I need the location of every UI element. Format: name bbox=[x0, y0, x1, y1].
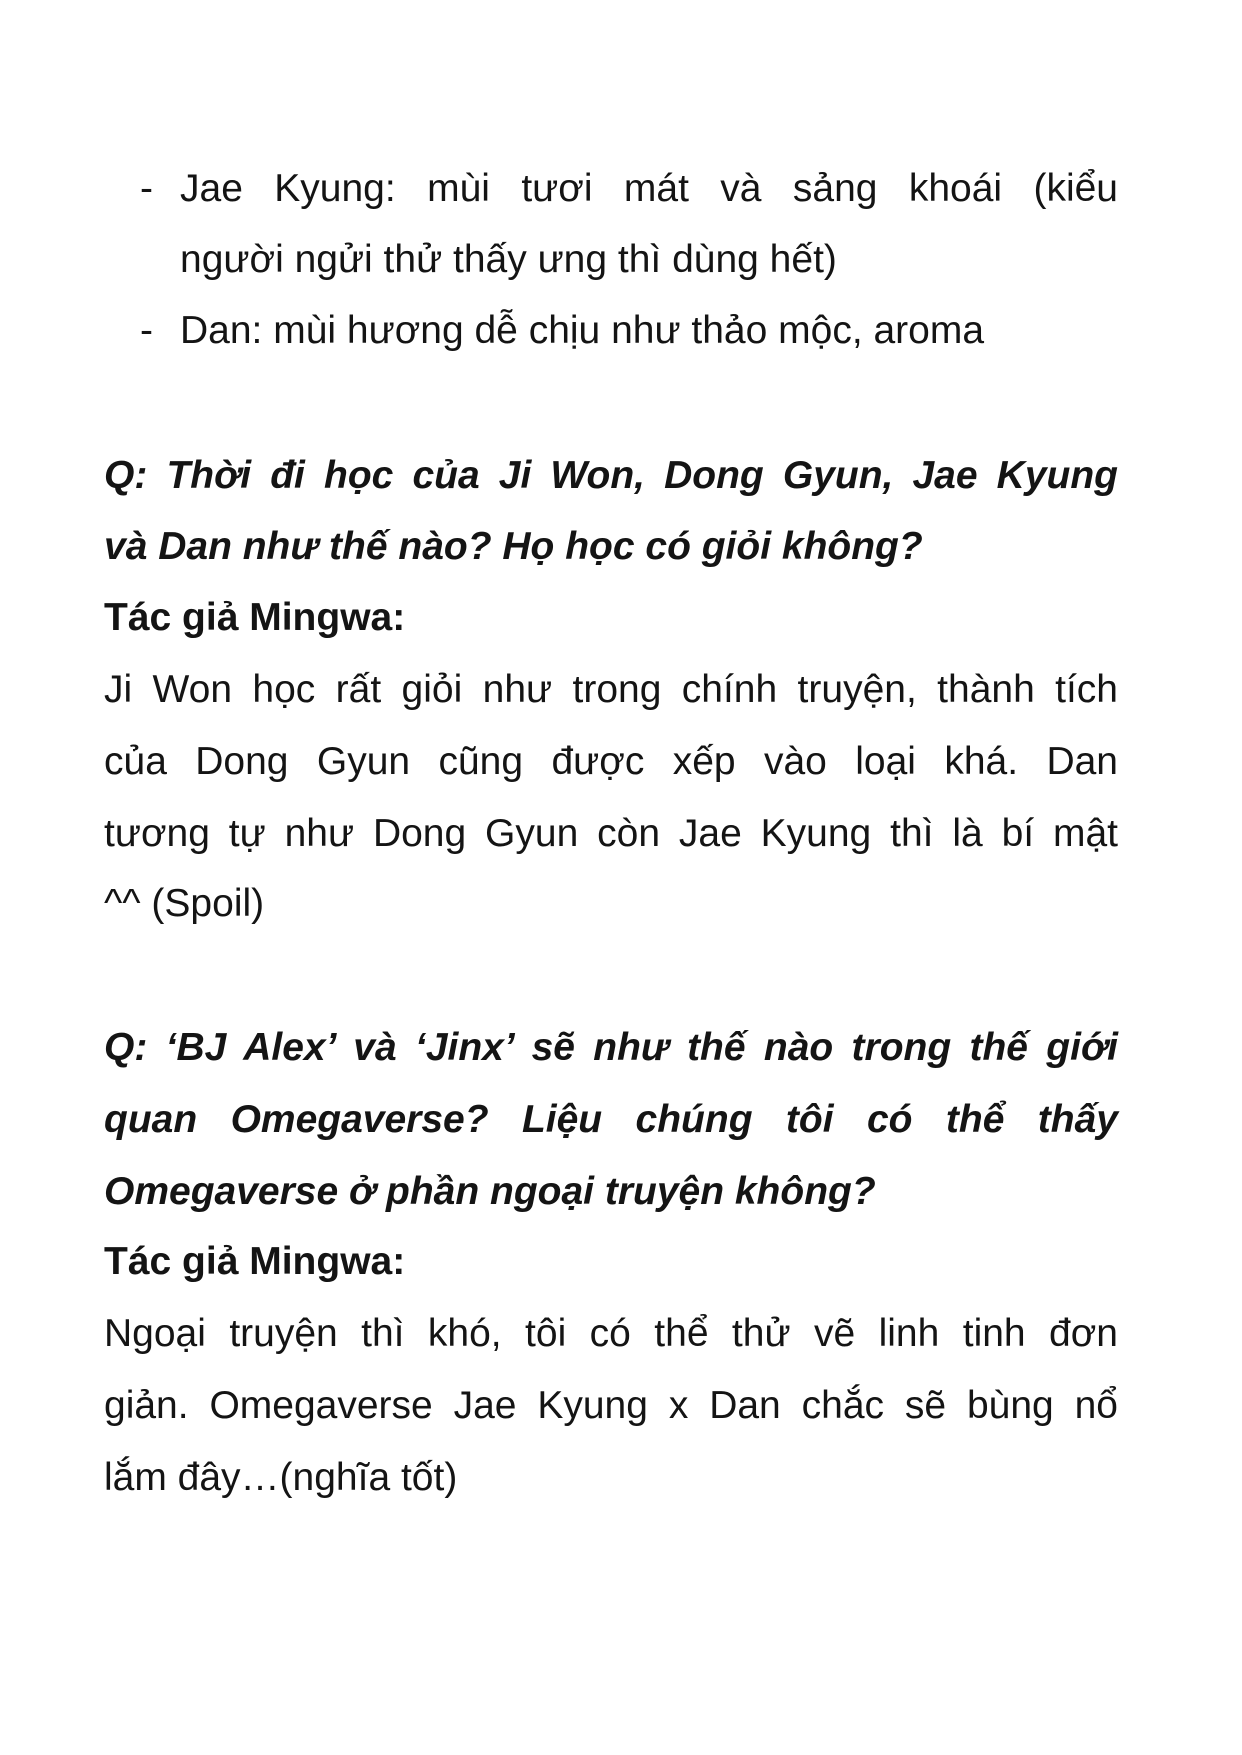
answer-line: tương tự như Dong Gyun còn Jae Kyung thì là bí mật bbox=[104, 812, 1118, 855]
question-line: quan Omegaverse? Liệu chúng tôi có thể thấy bbox=[104, 1098, 1118, 1141]
bullet-text-line: Jae Kyung: mùi tươi mát và sảng khoái (kiểu bbox=[180, 167, 1118, 210]
answer-line: Ji Won học rất giỏi như trong chính truyện, thành tích bbox=[104, 668, 1118, 711]
author-label: Tác giả Mingwa: bbox=[104, 1240, 406, 1283]
answer-line: ^^ (Spoil) bbox=[104, 882, 265, 925]
answer-line: Ngoại truyện thì khó, tôi có thể thử vẽ linh tinh đơn bbox=[104, 1312, 1118, 1355]
bullet-dash: - bbox=[140, 309, 153, 352]
question-line: và Dan như thế nào? Họ học có giỏi không? bbox=[104, 525, 923, 568]
bullet-text-line: Dan: mùi hương dễ chịu như thảo mộc, aroma bbox=[180, 309, 985, 352]
bullet-dash: - bbox=[140, 167, 153, 210]
answer-line: của Dong Gyun cũng được xếp vào loại khá. Dan bbox=[104, 740, 1118, 783]
answer-line: giản. Omegaverse Jae Kyung x Dan chắc sẽ bùng nổ bbox=[104, 1384, 1118, 1427]
question-line: Omegaverse ở phần ngoại truyện không? bbox=[104, 1170, 876, 1213]
question-line: Q: Thời đi học của Ji Won, Dong Gyun, Jae Kyung bbox=[104, 454, 1118, 497]
bullet-text-line: người ngửi thử thấy ưng thì dùng hết) bbox=[180, 238, 837, 281]
answer-line: lắm đây…(nghĩa tốt) bbox=[104, 1456, 458, 1499]
author-label: Tác giả Mingwa: bbox=[104, 596, 406, 639]
question-line: Q: ‘BJ Alex’ và ‘Jinx’ sẽ như thế nào trong thế giới bbox=[104, 1026, 1118, 1069]
